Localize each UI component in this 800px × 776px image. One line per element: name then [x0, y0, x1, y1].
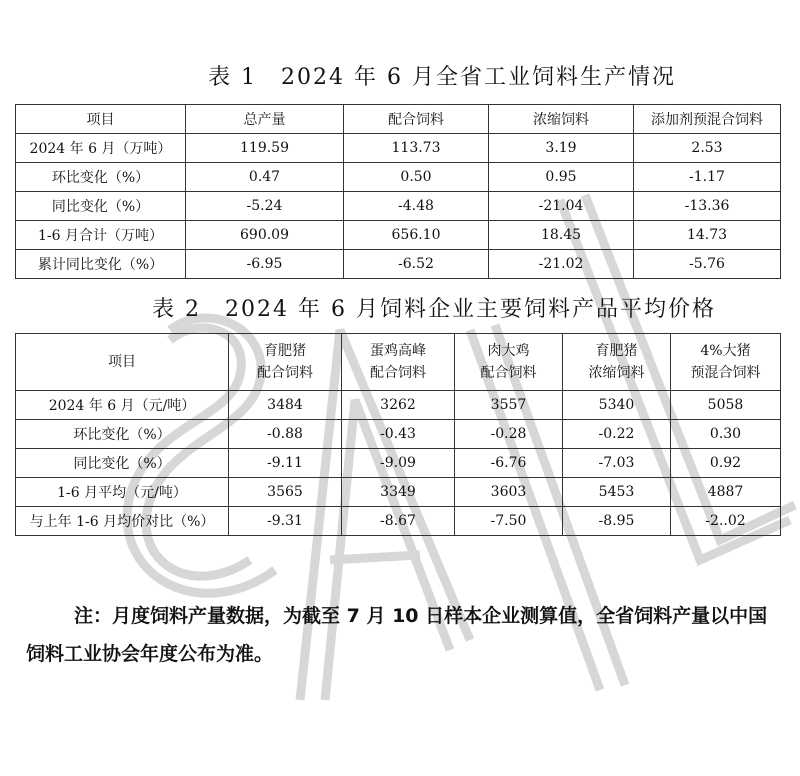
table-row	[16, 478, 781, 507]
column-header: 项目	[16, 334, 229, 391]
table-cell: 0.95	[489, 163, 634, 192]
table-row	[16, 250, 781, 279]
table-cell: 2.53	[634, 134, 781, 163]
table-cell: -6.95	[186, 250, 344, 279]
table-cell: -9.31	[229, 507, 342, 536]
table-row	[16, 391, 781, 420]
table-cell: -5.76	[634, 250, 781, 279]
table-cell: 3557	[455, 391, 563, 420]
row-label: 1-6 月合计（万吨）	[16, 221, 186, 250]
table-cell: 18.45	[489, 221, 634, 250]
table-cell: -9.09	[342, 449, 455, 478]
row-label: 累计同比变化（%）	[16, 250, 186, 279]
column-header: 添加剂预混合饲料	[634, 105, 781, 134]
table-cell: -0.43	[342, 420, 455, 449]
row-label: 环比变化（%）	[16, 420, 229, 449]
table-header-row	[16, 105, 781, 134]
table-row	[16, 192, 781, 221]
column-header: 项目	[16, 105, 186, 134]
table-cell: 119.59	[186, 134, 344, 163]
table-cell: 0.30	[671, 420, 781, 449]
table-cell: -5.24	[186, 192, 344, 221]
row-label: 同比变化（%）	[16, 449, 229, 478]
table-cell: 656.10	[344, 221, 489, 250]
table-cell: 5340	[563, 391, 671, 420]
footnote: 注：月度饲料产量数据，为截至 7 月 10 日样本企业测算值，全省饲料产量以中国饲料工业协会年度公布为准。	[26, 605, 768, 665]
table-cell: 0.50	[344, 163, 489, 192]
row-label: 1-6 月平均（元/吨）	[16, 478, 229, 507]
table-cell: -13.36	[634, 192, 781, 221]
table-cell: -1.17	[634, 163, 781, 192]
column-header: 肉大鸡 配合饲料	[455, 334, 563, 391]
column-header: 浓缩饲料	[489, 105, 634, 134]
table-cell: -7.50	[455, 507, 563, 536]
table-cell: 3603	[455, 478, 563, 507]
table-header-row	[16, 334, 781, 391]
row-label: 与上年 1-6 月均价对比（%）	[16, 507, 229, 536]
column-header: 配合饲料	[344, 105, 489, 134]
table-cell: 0.47	[186, 163, 344, 192]
table-row	[16, 134, 781, 163]
table1-title: 表 1 2024 年 6 月全省工业饲料生产情况	[208, 65, 676, 90]
table-cell: 14.73	[634, 221, 781, 250]
table-cell: 3349	[342, 478, 455, 507]
table-row	[16, 221, 781, 250]
table-cell: -0.28	[455, 420, 563, 449]
price-table	[15, 333, 781, 536]
table-row	[16, 420, 781, 449]
table-cell: 3262	[342, 391, 455, 420]
column-header: 蛋鸡高峰 配合饲料	[342, 334, 455, 391]
table-cell: 3.19	[489, 134, 634, 163]
table-row	[16, 507, 781, 536]
table-cell: 690.09	[186, 221, 344, 250]
table-cell: -21.04	[489, 192, 634, 221]
table-cell: -4.48	[344, 192, 489, 221]
table-cell: 5453	[563, 478, 671, 507]
table-cell: 113.73	[344, 134, 489, 163]
table2-title: 表 2 2024 年 6 月饲料企业主要饲料产品平均价格	[152, 297, 716, 322]
table-row	[16, 449, 781, 478]
table-cell: -6.52	[344, 250, 489, 279]
table-cell: -0.22	[563, 420, 671, 449]
column-header: 育肥猪 浓缩饲料	[563, 334, 671, 391]
table-cell: 0.92	[671, 449, 781, 478]
table-cell: -7.03	[563, 449, 671, 478]
column-header: 总产量	[186, 105, 344, 134]
row-label: 同比变化（%）	[16, 192, 186, 221]
table-cell: -21.02	[489, 250, 634, 279]
production-table	[15, 104, 781, 279]
column-header: 育肥猪 配合饲料	[229, 334, 342, 391]
table-cell: -8.95	[563, 507, 671, 536]
table-row	[16, 163, 781, 192]
table-cell: 3484	[229, 391, 342, 420]
column-header: 4%大猪 预混合饲料	[671, 334, 781, 391]
table-cell: 4887	[671, 478, 781, 507]
table-cell: -0.88	[229, 420, 342, 449]
row-label: 2024 年 6 月（元/吨）	[16, 391, 229, 420]
row-label: 2024 年 6 月（万吨）	[16, 134, 186, 163]
table-cell: -9.11	[229, 449, 342, 478]
table-cell: -8.67	[342, 507, 455, 536]
table-cell: -2..02	[671, 507, 781, 536]
table-cell: 5058	[671, 391, 781, 420]
row-label: 环比变化（%）	[16, 163, 186, 192]
table-cell: -6.76	[455, 449, 563, 478]
table-cell: 3565	[229, 478, 342, 507]
